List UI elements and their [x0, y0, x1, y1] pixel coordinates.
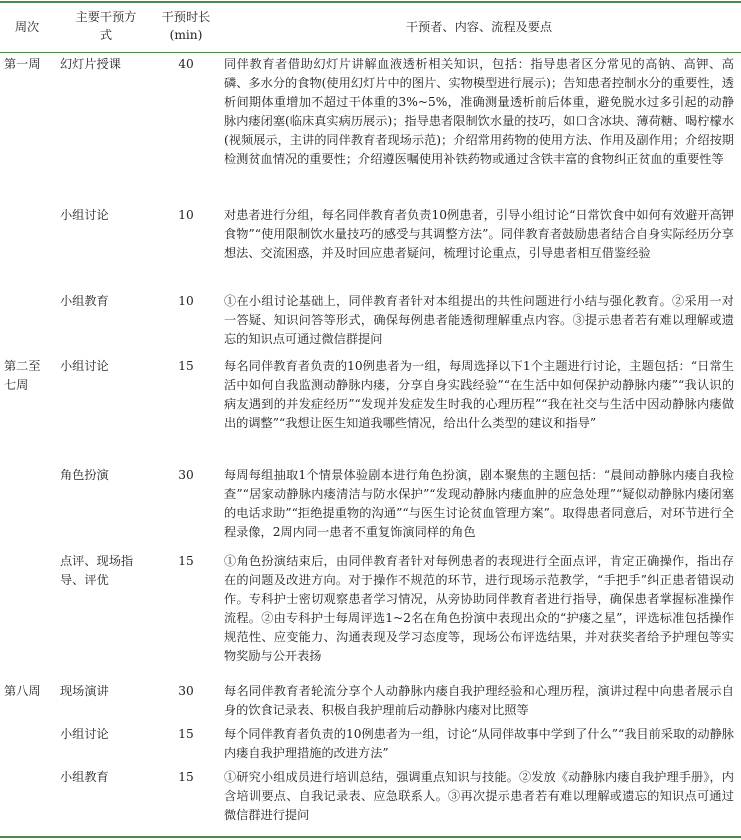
row-method: 小组教育 [60, 294, 109, 308]
row-time: 30 [178, 468, 194, 482]
row-time: 10 [178, 208, 194, 222]
row-time: 30 [178, 684, 194, 698]
table-top-rule [0, 1, 741, 3]
row-desc: 每个同伴教育者负责的10例患者为一组，讨论“从同伴故事中学到了什么”“我目前采取的动静脉内瘘自我护理措施的改进方法” [224, 727, 734, 760]
header-week: 周次 [14, 20, 40, 34]
row-method: 小组讨论 [60, 208, 109, 222]
row-week: 第八周 [4, 684, 41, 698]
row-method: 小组教育 [60, 770, 109, 784]
row-method: 小组讨论 [60, 727, 109, 741]
header-desc: 干预者、内容、流程及要点 [405, 20, 553, 34]
row-desc: 同伴教育者借助幻灯片讲解血液透析相关知识，包括：指导患者区分常见的高钠、高钾、高磷、多水分的食物(使用幻灯片中的图片、实物模型进行展示)；告知患者控制水分的重要性，透析间期体重增加不超过干体重的3%~5%，准确测量透析前后体重，避免脱水过多引起的动静脉内瘘闭塞(临床真实病历展示)；指导患者限制饮水量的技巧，如口含冰块、薄荷糖、喝柠檬水(视频展示，主讲的同伴教育者现场示范)；介绍常用药物的使用方法、作用及副作用；介绍按期检测贫血情况的重要性；介绍遵医嘱使用补铁药物或通过含铁丰富的食物纠正贫血的重要性等 [224, 57, 734, 166]
row-method: 角色扮演 [60, 468, 109, 482]
row-time: 40 [178, 57, 194, 71]
row-method: 小组讨论 [60, 359, 109, 373]
row-desc: 每周每组抽取1个情景体验剧本进行角色扮演，剧本聚焦的主题包括：“晨间动静脉内瘘自我检查”“居家动静脉内瘘清洁与防水保护”“发现动静脉内瘘血肿的应急处理”“疑似动静脉内瘘闭塞的电话求助”“拒绝提重物的沟通”“与医生讨论贫血管理方案”。取得患者同意后，对环节进行全程录像，2周内同一患者不重复饰演同样的角色 [224, 468, 734, 539]
row-desc: ①研究小组成员进行培训总结，强调重点知识与技能。②发放《动静脉内瘘自我护理手册》，内含培训要点、自我记录表、应急联系人。③再次提示患者若有难以理解或遗忘的知识点可通过微信群进行提问 [224, 770, 734, 822]
row-week: 第一周 [4, 57, 41, 71]
table-bottom-rule [0, 836, 741, 838]
header-time: 干预时长(min) [161, 10, 211, 42]
row-time: 15 [178, 770, 194, 784]
row-method: 点评、现场指导、评优 [60, 554, 134, 587]
row-desc: 每名同伴教育者轮流分享个人动静脉内瘘自我护理经验和心理历程，演讲过程中向患者展示自身的饮食记录表、积极自我护理前后动静脉内瘘对比照等 [224, 684, 734, 717]
row-week: 第二至七周 [4, 359, 41, 392]
row-desc: ①在小组讨论基础上，同伴教育者针对本组提出的共性问题进行小结与强化教育。②采用一对一答疑、知识问答等形式，确保每例患者能透彻理解重点内容。③提示患者若有难以理解或遗忘的知识点可通过微信群提问 [224, 294, 734, 346]
header-method: 主要干预方式 [75, 10, 137, 42]
row-method: 幻灯片授课 [60, 57, 121, 71]
table-header-rule [0, 52, 741, 53]
row-desc: 对患者进行分组，每名同伴教育者负责10例患者，引导小组讨论“日常饮食中如何有效避开高钾食物”“使用限制饮水量技巧的感受与其调整方法”。同伴教育者鼓励患者结合自身实际经历分享想法、交流困惑，并及时回应患者疑问，梳理讨论重点，引导患者相互借鉴经验 [224, 208, 734, 260]
row-time: 15 [178, 727, 194, 741]
row-time: 15 [178, 554, 194, 568]
row-time: 10 [178, 294, 194, 308]
row-time: 15 [178, 359, 194, 373]
row-desc: ①角色扮演结束后，由同伴教育者针对每例患者的表现进行全面点评，肯定正确操作，指出存在的问题及改进方向。对于操作不规范的环节，进行现场示范教学，“手把手”纠正患者错误动作。专科护士密切观察患者学习情况，从旁协助同伴教育者进行指导，确保患者掌握标准操作流程。②由专科护士每周评选1~2名在角色扮演中表现出众的“护瘘之星”，评选标准包括操作规范性、应变能力、沟通表现及学习态度等，现场公布评选结果，并对获奖者给予护理包等实物奖励与公开表扬 [224, 554, 734, 663]
row-desc: 每名同伴教育者负责的10例患者为一组，每周选择以下1个主题进行讨论，主题包括：“日常生活中如何自我监测动静脉内瘘，分享自身实践经验”“在生活中如何保护动静脉内瘘”“我认识的病友遇到的并发症经历”“发现并发症发生时我的心理历程”“我在社交与生活中因动静脉内瘘做出的调整”“我想让医生知道我哪些情况，给出什么类型的建议和指导” [224, 359, 734, 430]
row-method: 现场演讲 [60, 684, 109, 698]
